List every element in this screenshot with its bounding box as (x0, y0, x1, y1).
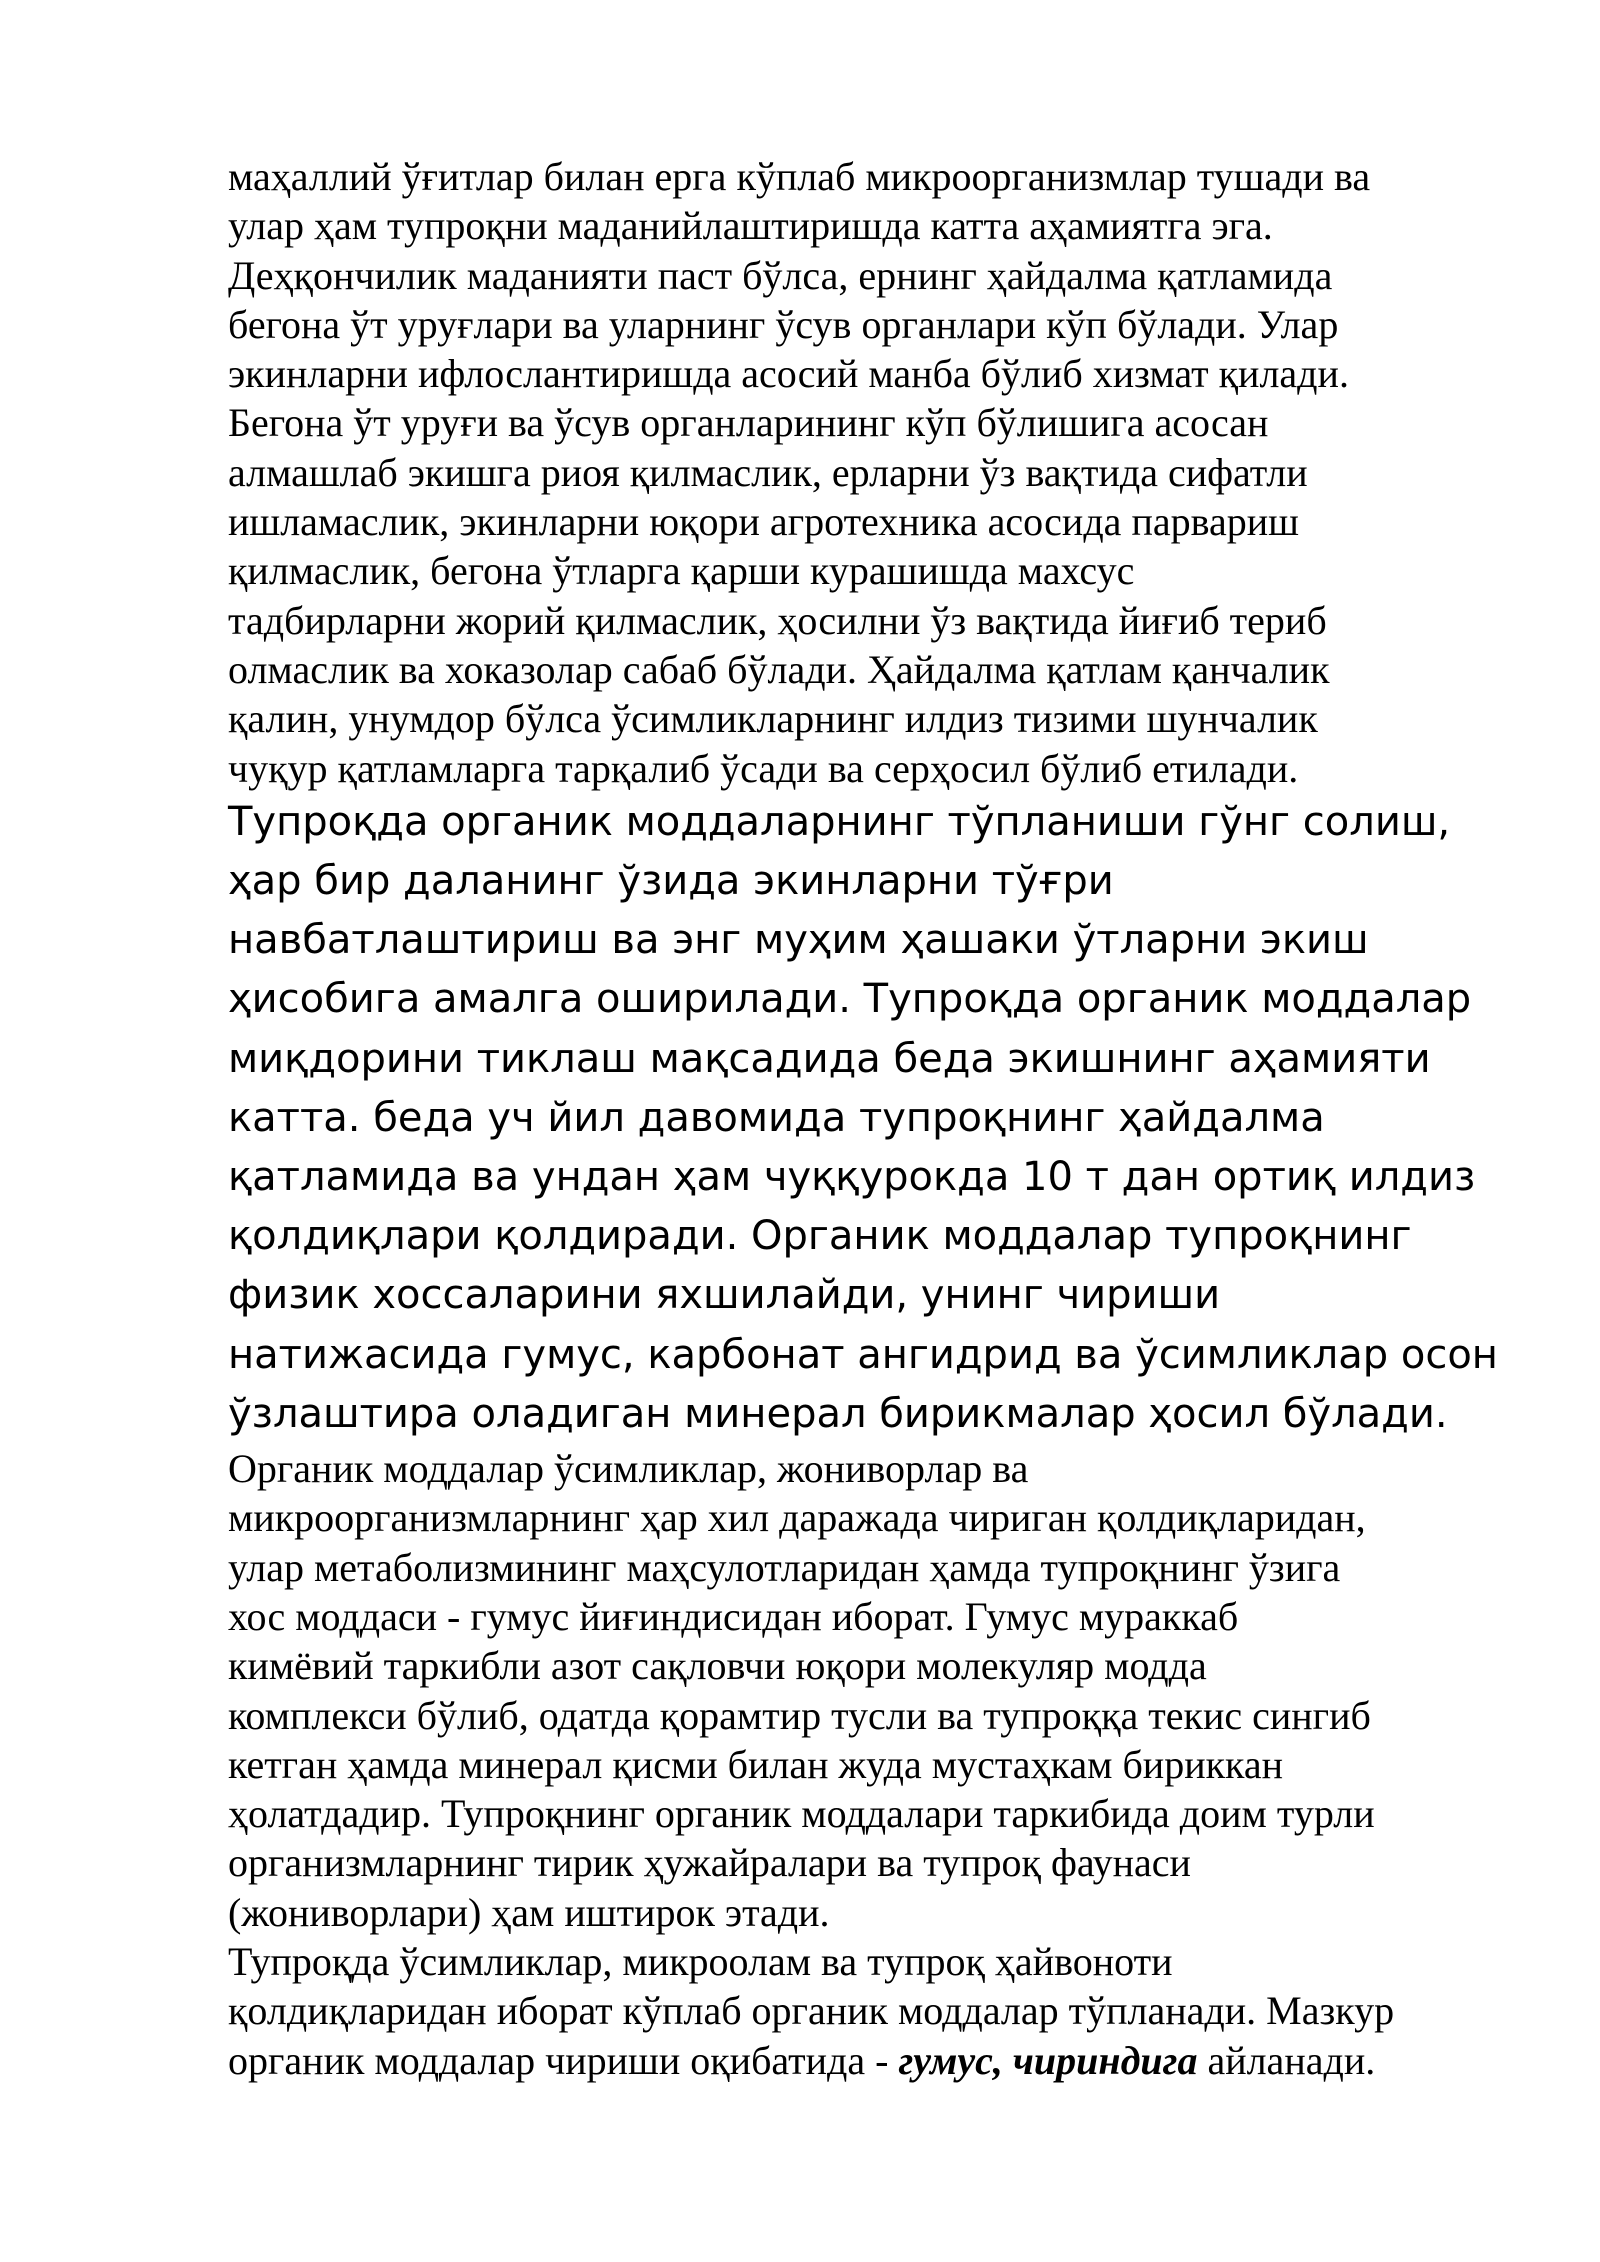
paragraph-organic-accumulation (228, 793, 1508, 1444)
text-segment: органик моддалар чириши оқибатида - (228, 2037, 899, 2083)
text-line: маҳаллий ўғитлар билан ерга кўплаб микроорганизмлар тушади ва (228, 154, 1371, 199)
text-line: Органик моддалар ўсимликлар, жониворлар ва (228, 1446, 1029, 1492)
text-line: навбатлаштириш ва энг муҳим ҳашаки ўтларни экиш (228, 917, 1369, 964)
text-line: улар ҳам тупроқни маданийлаштиришда катта аҳамиятга эга. (228, 203, 1273, 249)
text-line: чуқур қатламларга тарқалиб ўсади ва серҳосил бўлиб етилади. (228, 745, 1299, 791)
text-line: қатламида ва ундан ҳам чуққурокда 10 т дан ортиқ илдиз (228, 1154, 1476, 1201)
text-line: тадбирларни жорий қилмаслик, ҳосилни ўз вақтида йиғиб териб (228, 597, 1327, 643)
text-line: Деҳқончилик маданияти паст бўлса, ернинг ҳайдалма қатламида (228, 252, 1333, 298)
text-line: натижасида гумус, карбонат ангидрид ва ўсимликлар осон (228, 1331, 1498, 1378)
paragraph-organic-matter (228, 1444, 1508, 1937)
text-line: кимёвий таркибли азот сақловчи юқори молекуляр модда (228, 1643, 1207, 1689)
emphasis-term: гумус, чириндига (898, 2037, 1198, 2083)
text-line: ишламаслик, экинларни юқори агротехника асосида парвариш (228, 499, 1299, 545)
text-line: олмаслик ва хоказолар сабаб бўлади. Ҳайдалма қатлам қанчалик (228, 646, 1330, 692)
text-line: экинларни ифлослантиришда асосий манба бўлиб хизмат қилади. (228, 351, 1349, 397)
text-line: Тупроқда ўсимликлар, микроолам ва тупроқ ҳайвоноти (228, 1939, 1173, 1985)
paragraph-humus (228, 1937, 1508, 2085)
text-line: кетган ҳамда минерал қисми билан жуда мустаҳкам бириккан (228, 1741, 1284, 1787)
text-line: физик хоссаларини яхшилайди, унинг чириши (228, 1272, 1221, 1319)
paragraph-soil-cultivation (228, 152, 1508, 793)
text-line: қилмаслик, бегона ўтларга қарши курашишда махсус (228, 548, 1135, 594)
text-line: Бегона ўт уруғи ва ўсув органларининг кўп бўлишига асосан (228, 400, 1269, 446)
text-line: хос моддаси - гумус йиғиндисидан иборат. Гумус мураккаб (228, 1593, 1239, 1639)
text-line: Тупроқда органик моддаларнинг тўпланиши гўнг солиш, (228, 798, 1451, 845)
text-line: қолдиқларидан иборат кўплаб органик моддалар тўпланади. Мазкур (228, 1988, 1395, 2034)
text-line: ҳисобига амалга оширилади. Тупроқда органик моддалар (228, 976, 1472, 1023)
text-line: қалин, унумдор бўлса ўсимликларнинг илдиз тизими шунчалик (228, 696, 1318, 742)
text-line: микроорганизмларнинг ҳар хил даражада чириган қолдиқларидан, (228, 1495, 1366, 1541)
text-line: алмашлаб экишга риоя қилмаслик, ерларни ўз вақтида сифатли (228, 449, 1308, 495)
text-line: миқдорини тиклаш мақсадида беда экишнинг аҳамияти (228, 1035, 1431, 1082)
text-line: организмларнинг тирик ҳужайралари ва тупроқ фаунаси (228, 1840, 1191, 1886)
text-segment: айланади. (1197, 2037, 1376, 2083)
text-line: ҳар бир даланинг ўзида экинларни тўғри (228, 858, 1114, 905)
text-line: катта. беда уч йил давомида тупроқнинг ҳайдалма (228, 1094, 1325, 1141)
text-line: қолдиқлари қолдиради. Органик моддалар тупроқнинг (228, 1213, 1412, 1260)
text-line: улар метаболизмининг маҳсулотларидан ҳамда тупроқнинг ўзига (228, 1544, 1341, 1590)
text-line: бегона ўт уруғлари ва уларнинг ўсув органлари кўп бўлади. Улар (228, 301, 1339, 347)
text-line: (жониворлари) ҳам иштирок этади. (228, 1889, 830, 1935)
text-line: ҳолатдадир. Тупроқнинг органик моддалари таркибида доим турли (228, 1791, 1375, 1837)
document-page (228, 152, 1508, 2085)
text-line: комплекси бўлиб, одатда қорамтир тусли ва тупроққа текис сингиб (228, 1692, 1371, 1738)
text-line: ўзлаштира оладиган минерал бирикмалар ҳосил бўлади. (228, 1390, 1448, 1437)
text-line-with-emphasis (228, 2036, 1508, 2085)
